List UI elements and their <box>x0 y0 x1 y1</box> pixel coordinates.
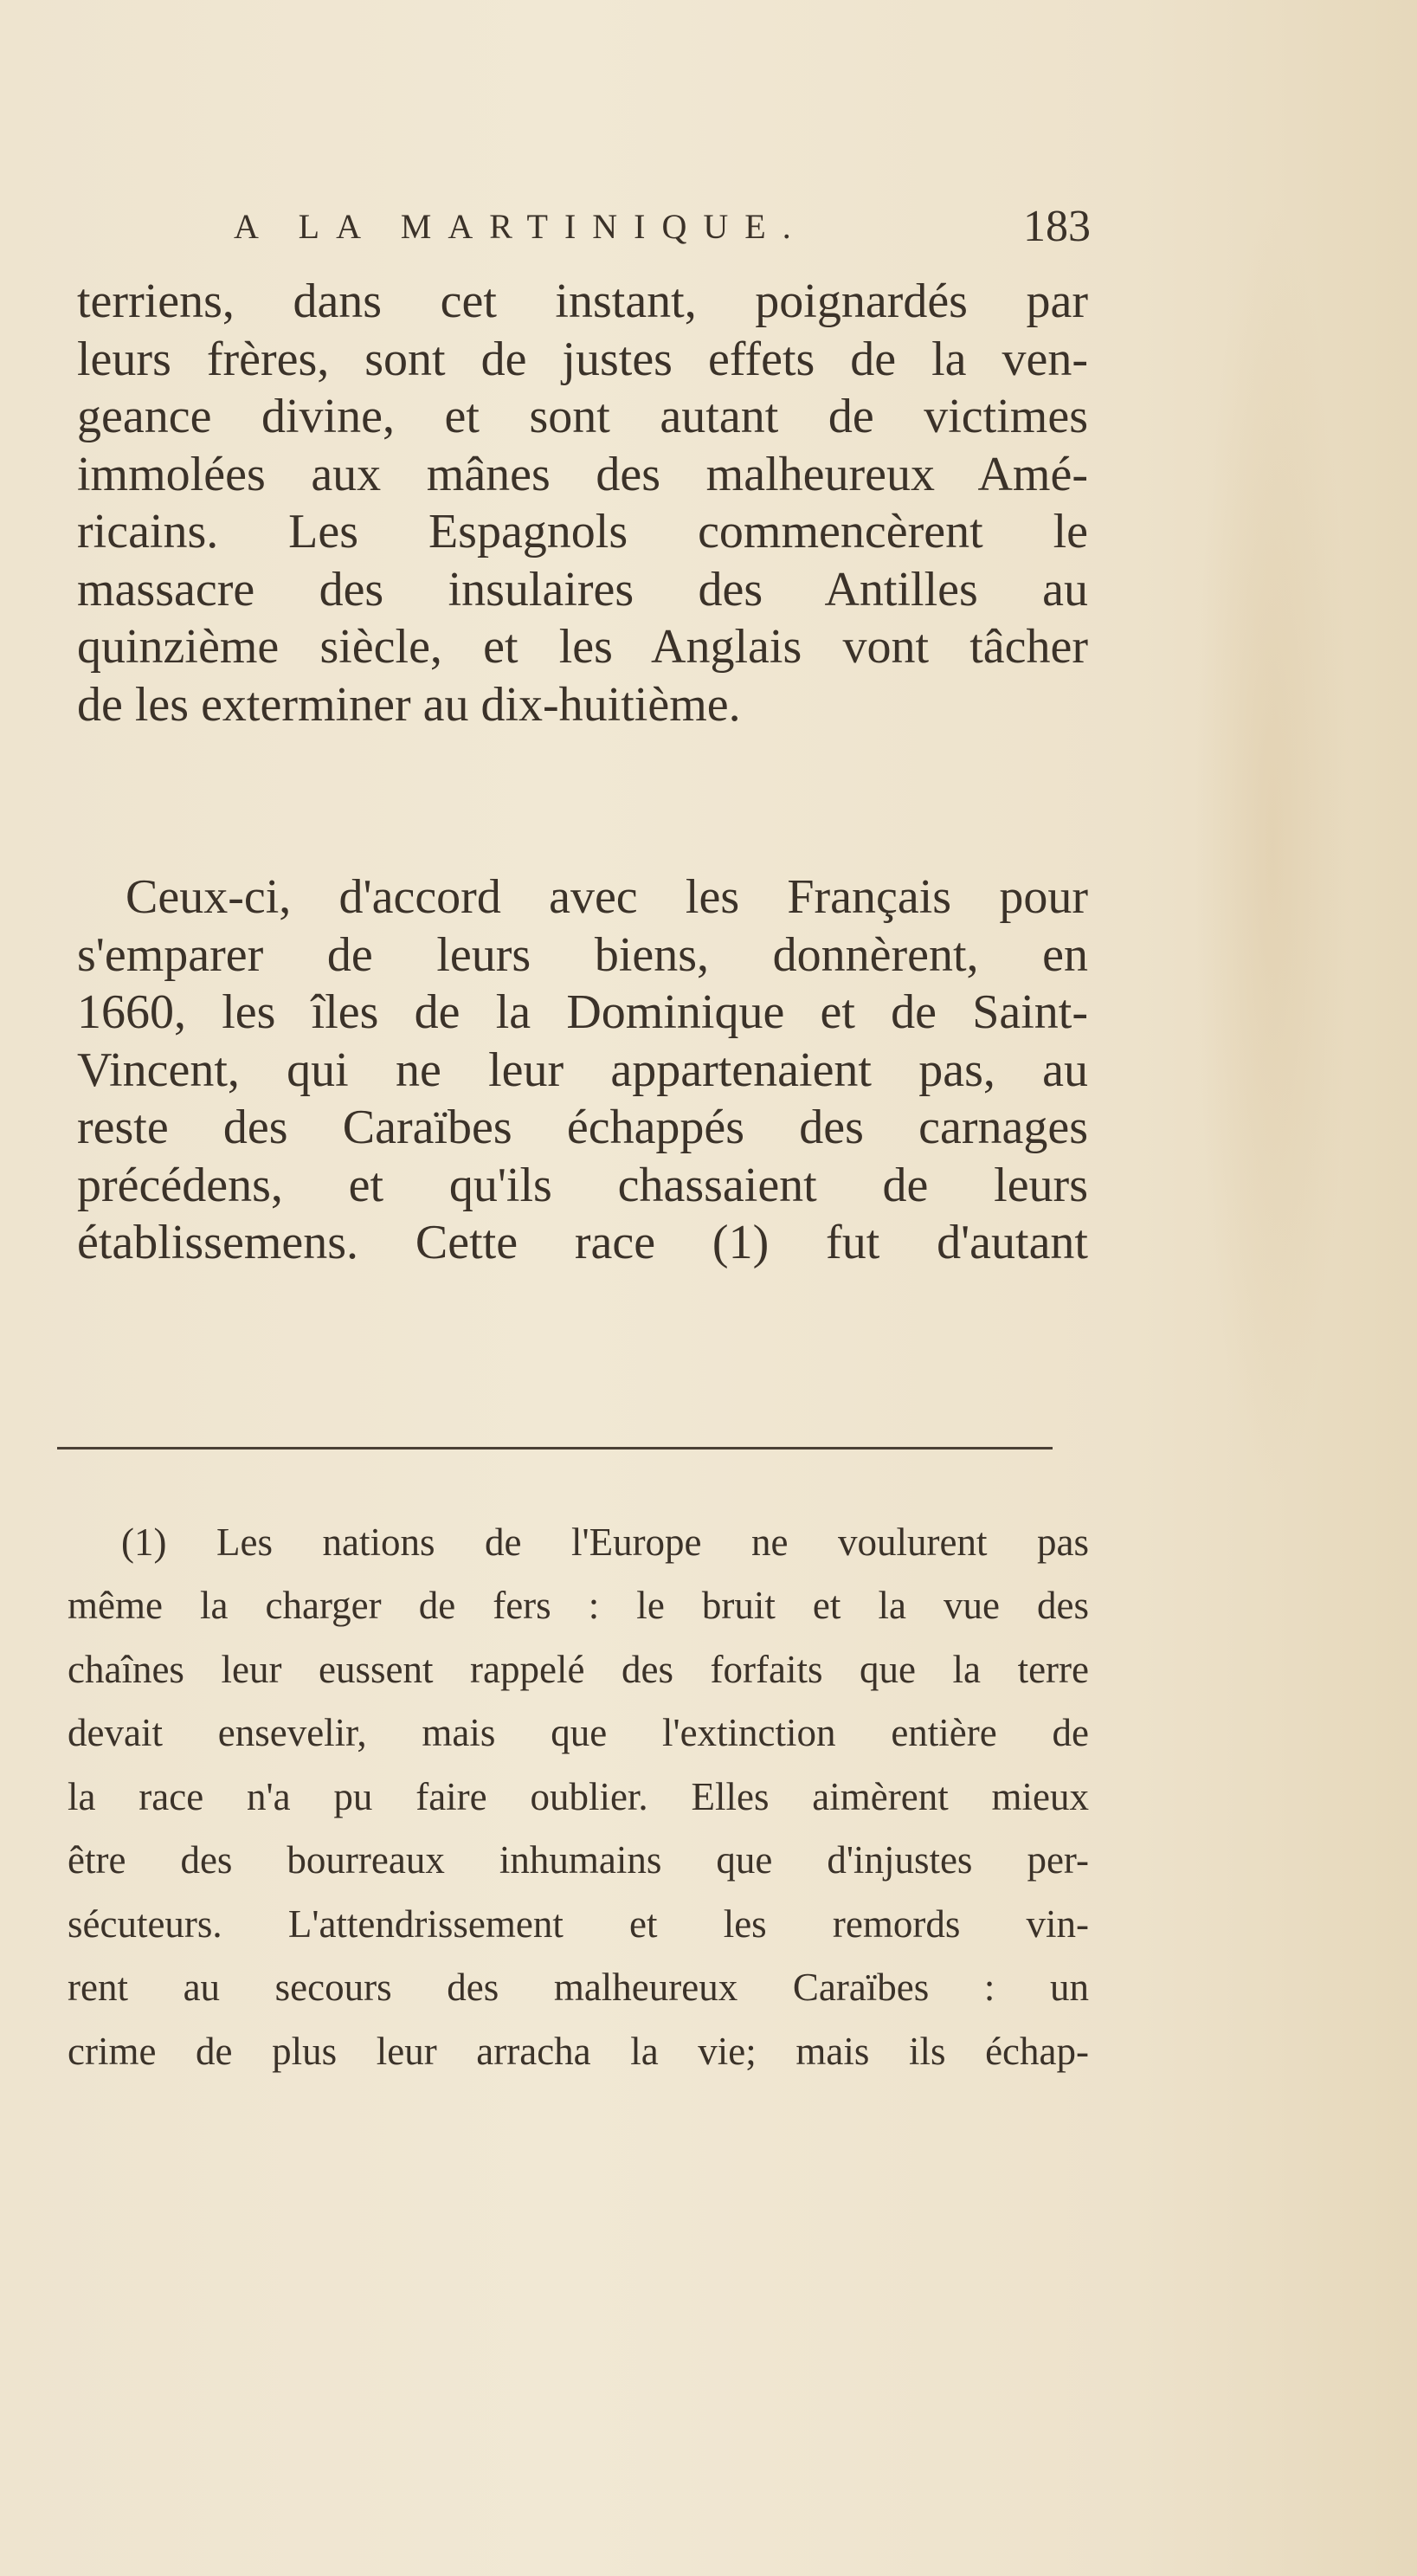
footnote-divider <box>57 1447 1053 1449</box>
footnote-line: même la charger de fers : le bruit et la vue des <box>68 1584 1089 1627</box>
page-header <box>234 202 1091 267</box>
text-line: établissemens. Cette race (1) fut d'autant <box>77 1216 1088 1269</box>
text-line: Ceux-ci, d'accord avec les Français pour <box>126 870 1088 924</box>
footnote-line: devait ensevelir, mais que l'extinction entière de <box>68 1711 1089 1754</box>
page-number: 183 <box>1023 202 1091 251</box>
text-line: massacre des insulaires des Antilles au <box>77 563 1088 617</box>
running-title: A LA MARTINIQUE. <box>234 207 808 246</box>
footnote-line: sécuteurs. L'attendrissement et les remords vin- <box>68 1902 1089 1946</box>
text-line: reste des Caraïbes échappés des carnages <box>77 1101 1088 1154</box>
text-line: ricains. Les Espagnols commencèrent le <box>77 505 1088 558</box>
text-line: précédens, et qu'ils chassaient de leurs <box>77 1159 1088 1212</box>
text-line: terriens, dans cet instant, poignardés par <box>77 274 1088 328</box>
text-line: quinzième siècle, et les Anglais vont tâcher <box>77 620 1088 674</box>
text-line: s'emparer de leurs biens, donnèrent, en <box>77 928 1088 982</box>
footnote-line: la race n'a pu faire oublier. Elles aimèrent mieux <box>68 1775 1089 1818</box>
text-line: geance divine, et sont autant de victimes <box>77 390 1088 443</box>
footnote-line: rent au secours des malheureux Caraïbes : un <box>68 1966 1089 2009</box>
text-line: 1660, les îles de la Dominique et de Saint- <box>77 985 1088 1039</box>
footnote-line: chaînes leur eussent rappelé des forfaits que la terre <box>68 1648 1089 1691</box>
footnote-line: être des bourreaux inhumains que d'injustes per- <box>68 1838 1089 1882</box>
paper-stain <box>1195 199 1350 1498</box>
text-line: Vincent, qui ne leur appartenaient pas, au <box>77 1043 1088 1097</box>
text-line: de les exterminer au dix-huitième. <box>77 678 741 732</box>
footnote-line: crime de plus leur arracha la vie; mais ils échap- <box>68 2030 1089 2073</box>
footnote-line: (1) Les nations de l'Europe ne voulurent pas <box>121 1520 1089 1564</box>
text-line: leurs frères, sont de justes effets de la ven- <box>77 332 1088 386</box>
text-line: immolées aux mânes des malheureux Amé- <box>77 448 1088 501</box>
